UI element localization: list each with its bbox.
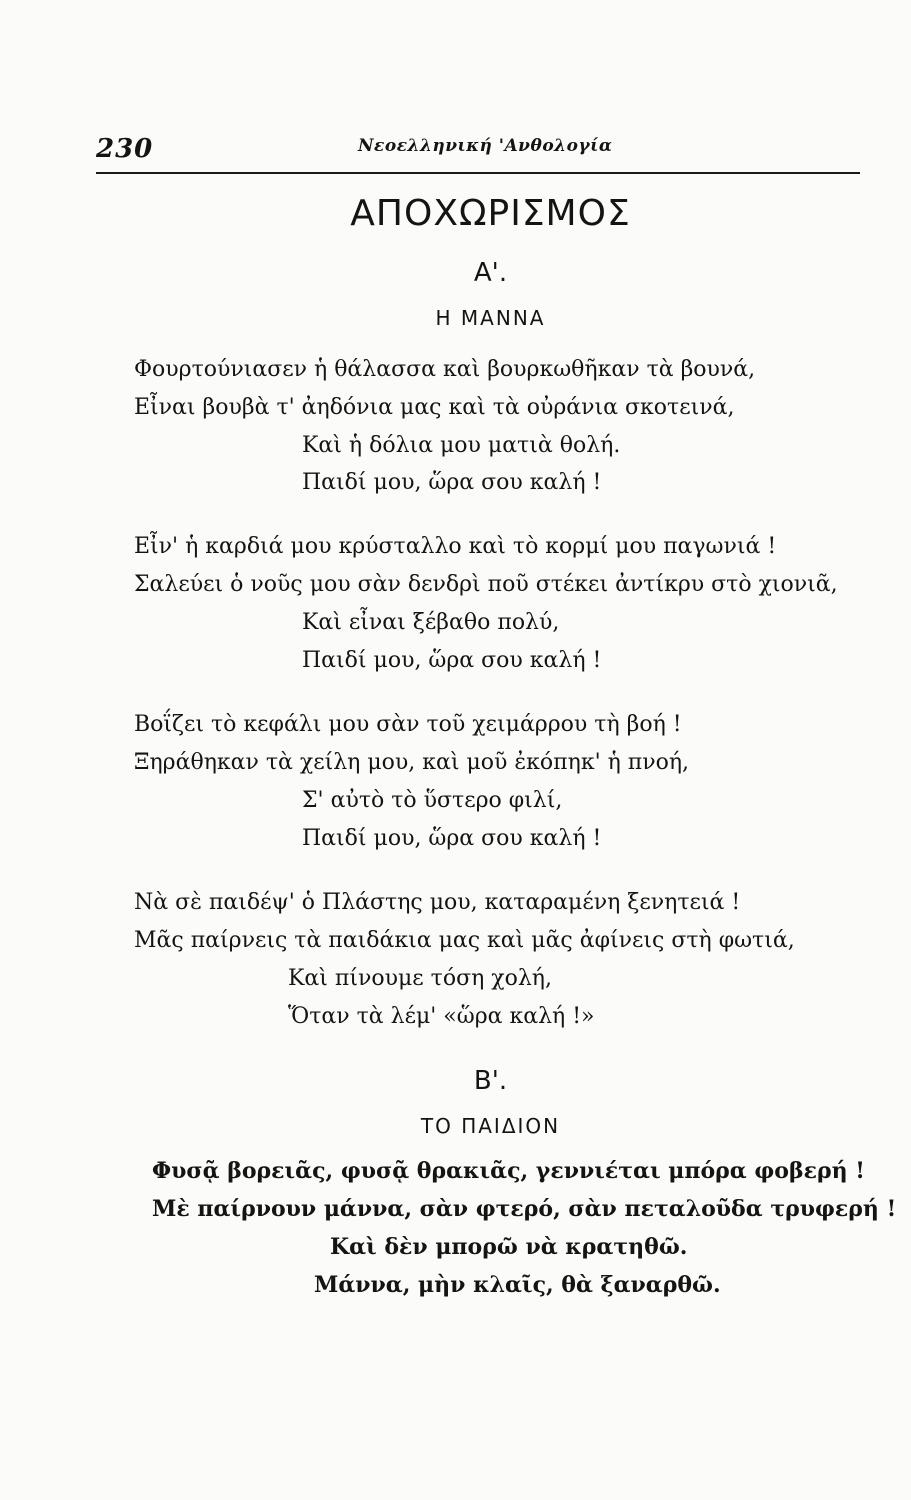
verse-line: Νὰ σὲ παιδέψ' ὁ Πλάστης μου, καταραμένη ξενητειά ! (134, 890, 741, 915)
page-number: 230 (96, 134, 154, 164)
poem-title: ΑΠΟΧΩΡΙΣΜΟΣ (350, 193, 631, 234)
verse-line: Σαλεύει ὁ νοῦς μου σὰν δενδρὶ ποῦ στέκει ἀντίκρυ στὸ χιονιᾶ, (134, 572, 838, 597)
running-head: Νεοελληνική 'Ανθολογία (358, 136, 613, 156)
verse-line: Παιδί μου, ὥρα σου καλή ! (302, 648, 602, 673)
verse-line: Παιδί μου, ὥρα σου καλή ! (302, 470, 602, 495)
verse-line: Ξηράθηκαν τὰ χείλη μου, καὶ μοῦ ἐκόπηκ' ἡ πνοή, (134, 750, 690, 775)
verse-line: Ὅταν τὰ λέμ' «ὥρα καλή !» (288, 1004, 595, 1029)
verse-line: Καὶ ἡ δόλια μου ματιὰ θολή. (302, 433, 621, 458)
verse-line: Εἶν' ἡ καρδιά μου κρύσταλλο καὶ τὸ κορμί μου παγωνιά ! (134, 534, 777, 559)
verse-line: Καὶ πίνουμε τόση χολή, (288, 966, 552, 991)
verse-line: Καὶ δὲν μπορῶ νὰ κρατηθῶ. (330, 1234, 688, 1260)
section-heading-b: ΤΟ ΠΑΙΔΙΟΝ (420, 1114, 561, 1138)
verse-line: Καὶ εἶναι ξέβαθο πολύ, (302, 610, 560, 635)
section-heading-a: Η ΜΑΝΝΑ (435, 306, 546, 330)
verse-line: Φουρτούνιασεν ἡ θάλασσα καὶ βουρκωθῆκαν τὰ βουνά, (134, 357, 756, 382)
section-number-a: Α'. (473, 258, 508, 288)
verse-line: Μὲ παίρνουν μάννα, σὰν φτερό, σὰν πεταλοῦδα τρυφερή ! (152, 1196, 897, 1222)
verse-line: Παιδί μου, ὥρα σου καλή ! (302, 826, 602, 851)
header-rule (96, 172, 860, 174)
verse-line: Βοΐζει τὸ κεφάλι μου σὰν τοῦ χειμάρρου τὴ βοή ! (134, 712, 682, 737)
verse-line: Εἶναι βουβὰ τ' ἀηδόνια μας καὶ τὰ οὐράνια σκοτεινά, (134, 395, 735, 420)
verse-line: Μᾶς παίρνεις τὰ παιδάκια μας καὶ μᾶς ἀφίνεις στὴ φωτιά, (134, 928, 795, 953)
verse-line: Μάννα, μὴν κλαῖς, θὰ ξαναρθῶ. (314, 1272, 721, 1298)
verse-line: Σ' αὐτὸ τὸ ὕστερο φιλί, (302, 788, 563, 813)
verse-line: Φυσᾷ βορειᾶς, φυσᾷ θρακιᾶς, γεννιέται μπόρα φοβερή ! (152, 1158, 865, 1184)
section-number-b: Β'. (473, 1066, 508, 1096)
page-header (96, 128, 862, 168)
